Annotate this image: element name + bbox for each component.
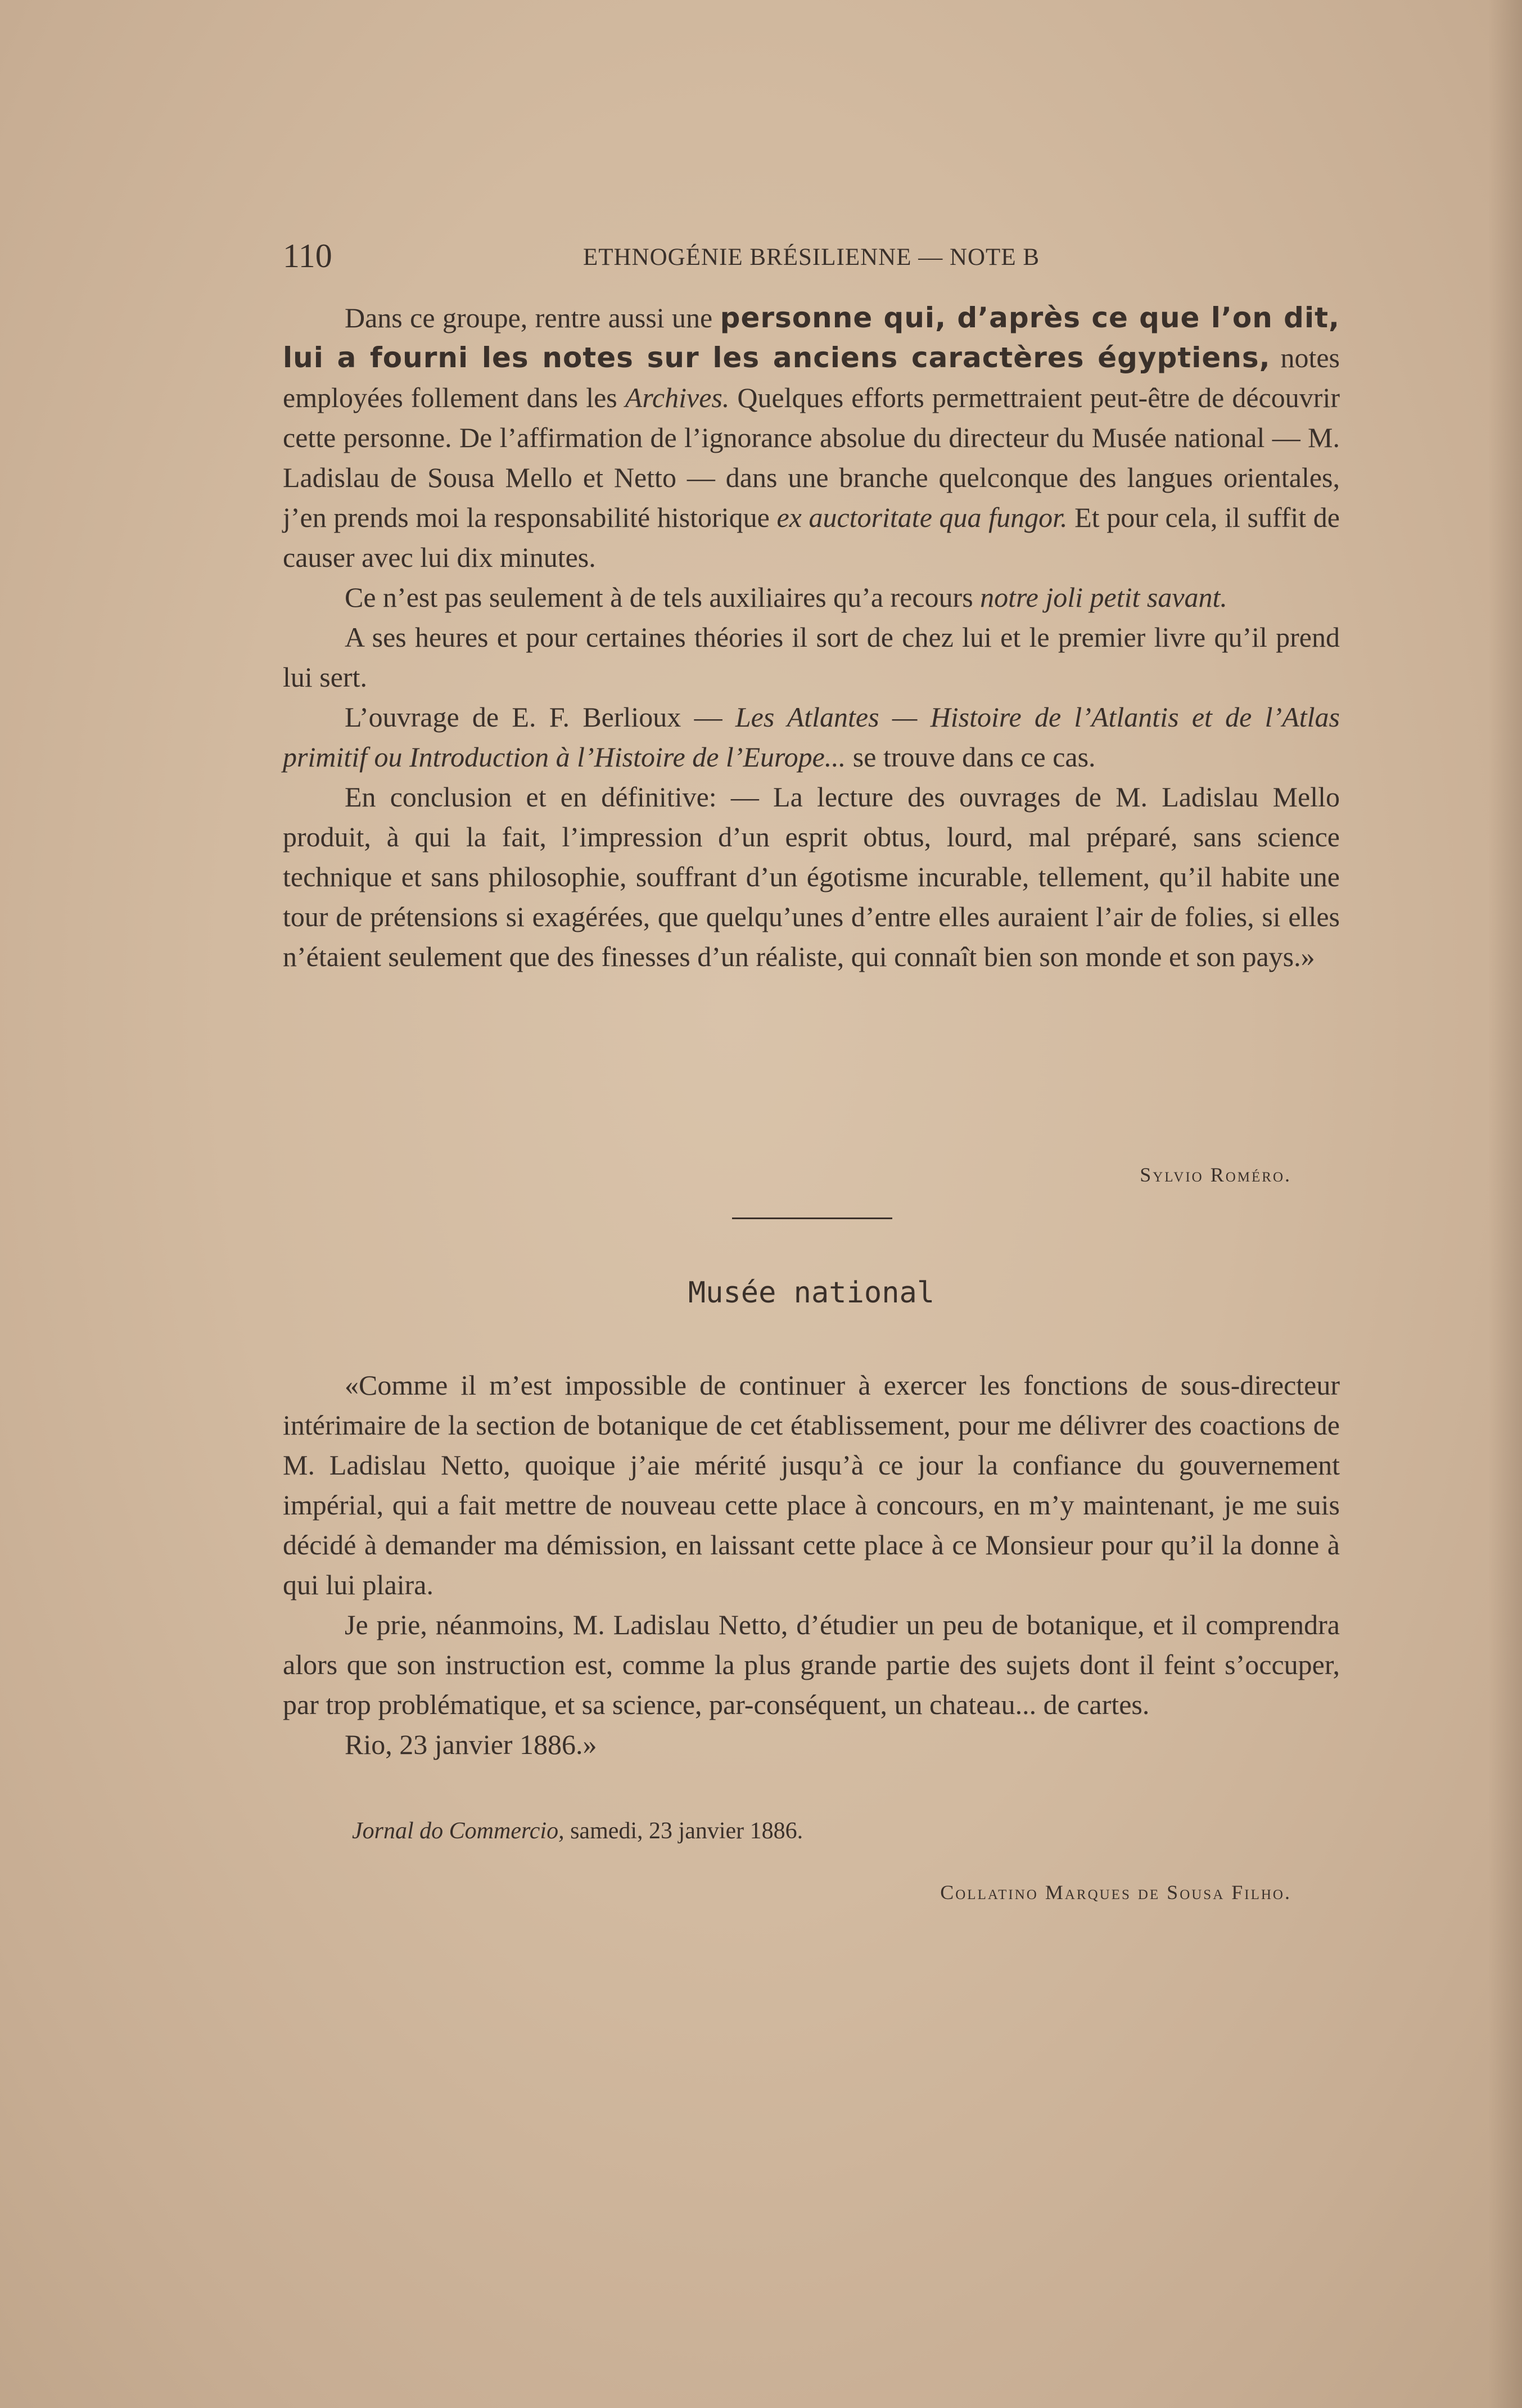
paragraph: «Comme il m’est impossible de continuer à exercer les fonctions de sous-directeur intérimaire de la section de botanique de cet établissement, pour me délivrer des coactions de M. Ladislau Netto, quoique j’aie mérité jusqu’à ce jour la confiance du gouvernement impérial, qui a fait mettre de nouveau cette place à concours, en m’y maintenant, je me suis décidé à demander ma démission, en laissant cette place à ce Monsieur pour qu’il la donne à qui lui plaira. [283,1369,1340,1600]
journal-date: samedi, 23 janvier 1886. [564,1818,803,1844]
text-run: Et pour cela, il suffit de causer avec lui dix minutes. [283,502,1340,573]
italic-text: notre joli petit savant. [980,581,1227,613]
section-musee-national [283,1365,1340,1765]
running-head: ETHNOGÉNIE BRÉSILIENNE — NOTE B [582,244,1040,270]
section-title: Musée national [688,1276,935,1310]
text-run: L’ouvrage de E. F. Berlioux — [345,701,735,733]
journal-citation [352,1814,803,1848]
paragraph: A ses heures et pour certaines théories il sort de chez lui et le premier livre qu’il prend lui sert. [283,621,1340,693]
signature-collatino: Collatino Marques de Sousa Filho. [940,1881,1291,1904]
paragraph [283,298,1340,578]
italic-text: ex auctoritate qua fungor. [776,502,1068,533]
paragraph: En conclusion et en définitive: — La lecture des ouvrages de M. Ladislau Mello produit, à qui la fait, l’impression d’un esprit obtus, lourd, mal préparé, sans science technique et sans philosophie, souffrant d’un égotisme incurable, tellement, qu’il habite une tour de prétensions si exagérées, que quelqu’unes d’entre elles auraient l’air de folies, si elles n’étaient seulement que des finesses d’un réaliste, qui connaît bien son monde et son pays.» [283,781,1340,972]
journal-name: Jornal do Commercio, [352,1818,564,1844]
paragraph [283,697,1340,777]
text-run: Ce n’est pas seulement à de tels auxiliaires qu’a recours [345,581,981,613]
page-edge-shadow [1488,0,1522,2408]
section-divider [732,1217,892,1219]
paragraph [283,578,1340,617]
paragraph: Rio, 23 janvier 1886.» [345,1729,597,1760]
page-number: 110 [283,237,332,274]
section-romero-letter [283,298,1340,977]
italic-text: Archives. [625,382,730,413]
text-run: Quelques efforts permettraient peut-être de découvrir cette personne. De l’affirmation de l’ignorance absolue du directeur du Musée national — M. Ladislau de Sousa Mello et Netto — dans une branche quelconque des langues orientales, j’en prends moi la responsabilité historique [283,382,1340,533]
text-run: notes employées follement dans les [283,342,1340,413]
bold-text: personne qui, d’après ce que l’on dit, lui a fourni les notes sur les anciens caractères égyptiens, [283,301,1340,374]
page-header [283,236,1340,276]
text-run: Dans ce groupe, rentre aussi une [345,302,720,333]
signature-romero: Sylvio Roméro. [1140,1164,1291,1186]
paragraph: Je prie, néanmoins, M. Ladislau Netto, d’étudier un peu de botanique, et il comprendra alors que son instruction est, comme la plus grande partie des sujets dont il feint s’occuper, par trop problématique, et sa science, par-conséquent, un chateau... de cartes. [283,1609,1340,1720]
italic-text: Les Atlantes — Histoire de l’Atlantis et de l’Atlas primitif ou Introduction à l’Histoire de l’Europe... [283,701,1340,773]
text-run: se trouve dans ce cas. [846,741,1096,773]
